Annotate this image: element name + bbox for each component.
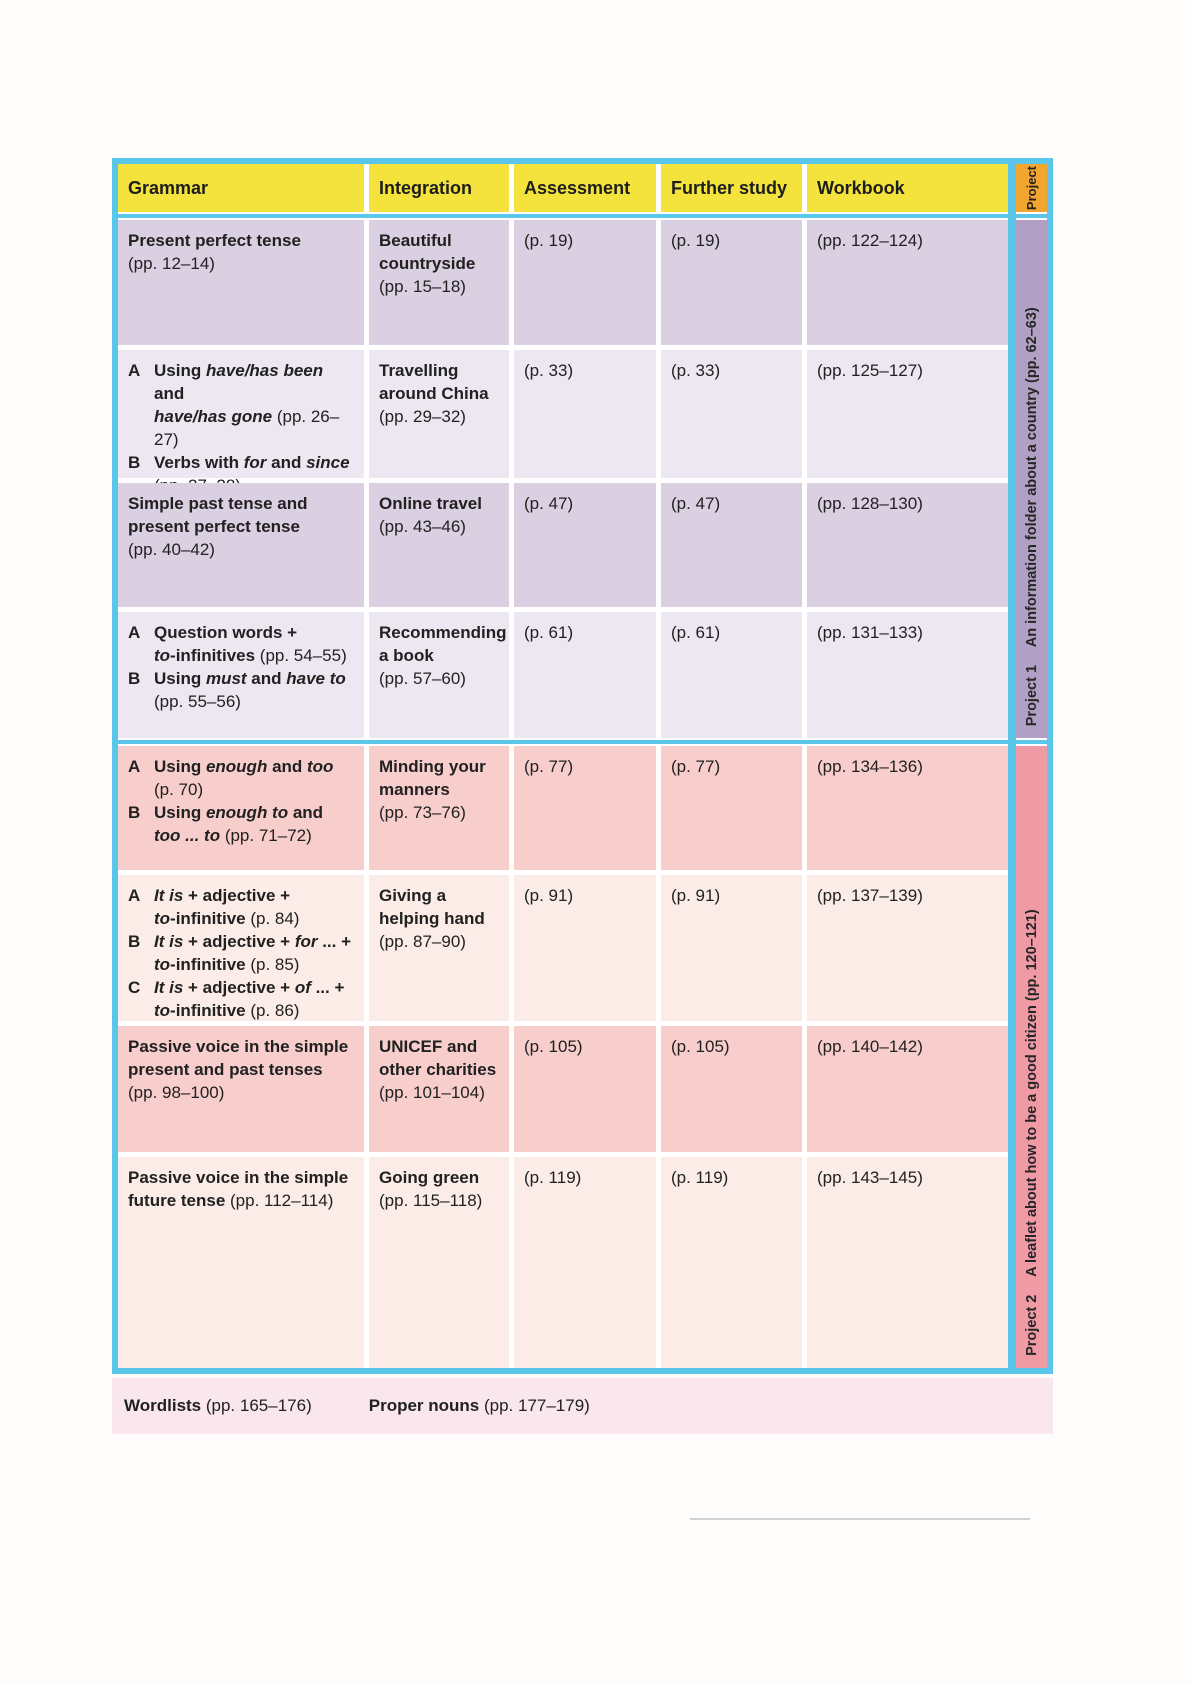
main-table-area — [118, 164, 1008, 1368]
text-line: (p. 70) — [154, 780, 204, 799]
cell-grammar — [118, 1026, 364, 1152]
text-line: A Question words + — [128, 623, 298, 642]
project-2-description: A leaflet about how to be a good citizen (pp. 120–121) — [1023, 909, 1040, 1277]
project-column-divider — [1008, 164, 1016, 1368]
project-2-title: Project 2 — [1023, 1294, 1040, 1356]
footer-wordlists — [124, 1396, 312, 1416]
cell-assessment — [514, 612, 656, 738]
text-line: A It is + adjective + — [128, 886, 291, 905]
cell-further-study — [661, 220, 802, 345]
text-line: Going green — [379, 1168, 480, 1187]
footer-proper-nouns-pages: (pp. 177–179) — [479, 1396, 590, 1415]
text-line: Passive voice in the simple — [128, 1037, 349, 1056]
text-line: (pp. 12–14) — [128, 254, 215, 273]
list-marker: A — [128, 361, 141, 380]
list-marker: B — [128, 803, 141, 822]
text-line: a book — [379, 646, 434, 665]
footer-proper-nouns-label: Proper nouns — [368, 1396, 480, 1415]
cell-further-study — [661, 350, 802, 478]
text-line: B Verbs with for and since — [128, 453, 350, 472]
text-line: (p. 61) — [671, 623, 721, 642]
cell-further-study — [661, 746, 802, 870]
cell-workbook — [807, 220, 1008, 345]
text-line: (p. 91) — [524, 886, 574, 905]
project-2-label — [1024, 909, 1040, 1356]
text-line: (pp. 128–130) — [817, 494, 923, 513]
text-line: Beautiful — [379, 231, 452, 250]
text-line: (pp. 98–100) — [128, 1083, 225, 1102]
text-line: other charities — [379, 1060, 497, 1079]
text-line: (p. 119) — [524, 1168, 582, 1187]
text-line: (p. 77) — [671, 757, 721, 776]
text-line: B Using must and have to — [128, 669, 346, 688]
text-line: around China — [379, 384, 489, 403]
text-line: (p. 19) — [524, 231, 574, 250]
cell-integration — [369, 746, 509, 870]
text-line: have/has gone (pp. 26–27) — [154, 407, 340, 449]
text-line: (p. 105) — [671, 1037, 730, 1056]
text-line: to-infinitives (pp. 54–55) — [154, 646, 347, 665]
cell-assessment — [514, 350, 656, 478]
column-header-further-study: Further study — [661, 164, 802, 212]
cell-assessment — [514, 1157, 656, 1368]
cell-further-study — [661, 875, 802, 1021]
cell-integration — [369, 220, 509, 345]
cell-assessment — [514, 875, 656, 1021]
text-line: countryside — [379, 254, 476, 273]
cell-assessment — [514, 746, 656, 870]
text-line: B Using enough to and — [128, 803, 324, 822]
text-line: A Using have/has been and — [128, 361, 324, 403]
text-line: UNICEF and — [379, 1037, 478, 1056]
footer-wordlists-pages: (pp. 165–176) — [201, 1396, 312, 1415]
header-divider — [118, 214, 1008, 218]
list-marker: A — [128, 623, 141, 642]
text-line: (p. 33) — [524, 361, 574, 380]
text-line: (pp. 55–56) — [154, 692, 241, 711]
text-line: Simple past tense and — [128, 494, 308, 513]
project-1-label — [1024, 307, 1040, 726]
project-header-label: Project — [1024, 165, 1039, 211]
contents-table — [112, 158, 1053, 1374]
text-line: helping hand — [379, 909, 485, 928]
text-line: (p. 119) — [671, 1168, 729, 1187]
text-line: Giving a — [379, 886, 447, 905]
text-line: present perfect tense — [128, 517, 300, 536]
text-line: Recommending — [379, 623, 507, 642]
text-line: A Using enough and too — [128, 757, 334, 776]
cell-further-study — [661, 1026, 802, 1152]
cell-assessment — [514, 220, 656, 345]
column-header-project — [1016, 164, 1047, 212]
column-header-grammar: Grammar — [118, 164, 364, 212]
text-line: (p. 47) — [671, 494, 721, 513]
cell-assessment — [514, 483, 656, 607]
list-marker: B — [128, 669, 141, 688]
text-line: (p. 47) — [524, 494, 574, 513]
cell-further-study — [661, 1157, 802, 1368]
cell-integration — [369, 350, 509, 478]
text-line: (pp. 40–42) — [128, 540, 215, 559]
cell-grammar — [118, 1157, 364, 1368]
text-line: to-infinitive (p. 84) — [154, 909, 300, 928]
text-line: (pp. 29–32) — [379, 407, 466, 426]
project-1-description: An information folder about a country (pp. 62–63) — [1023, 306, 1040, 647]
text-line: to-infinitive (p. 86) — [154, 1001, 300, 1020]
cell-workbook — [807, 746, 1008, 870]
text-line: (p. 19) — [671, 231, 721, 250]
cell-integration — [369, 1157, 509, 1368]
text-line: (p. 77) — [524, 757, 574, 776]
list-marker: A — [128, 757, 141, 776]
list-marker: B — [128, 932, 141, 951]
text-line: (pp. 87–90) — [379, 932, 466, 951]
cell-further-study — [661, 483, 802, 607]
text-line: (p. 105) — [524, 1037, 583, 1056]
section-divider — [1016, 740, 1047, 744]
text-line: Minding your — [379, 757, 486, 776]
footer-proper-nouns — [369, 1396, 590, 1416]
text-line: Online travel — [379, 494, 482, 513]
text-line: (pp. 125–127) — [817, 361, 923, 380]
list-marker: B — [128, 453, 141, 472]
text-line: (pp. 143–145) — [817, 1168, 923, 1187]
cell-integration — [369, 1026, 509, 1152]
section-units-1-4 — [118, 220, 1008, 738]
text-line: present and past tenses — [128, 1060, 323, 1079]
cell-workbook — [807, 612, 1008, 738]
column-header-workbook: Workbook — [807, 164, 1008, 212]
text-line: (pp. 137–139) — [817, 886, 923, 905]
text-line: (pp. 134–136) — [817, 757, 923, 776]
cell-workbook — [807, 350, 1008, 478]
project-column — [1016, 164, 1047, 1368]
text-line: (p. 33) — [671, 361, 721, 380]
cell-integration — [369, 612, 509, 738]
text-line: Passive voice in the simple — [128, 1168, 349, 1187]
cell-workbook — [807, 1157, 1008, 1368]
text-line: (pp. 43–46) — [379, 517, 466, 536]
column-header-integration: Integration — [369, 164, 509, 212]
text-line: manners — [379, 780, 450, 799]
divider-line — [690, 1518, 1030, 1520]
text-line: (pp. 57–60) — [379, 669, 466, 688]
cell-workbook — [807, 1026, 1008, 1152]
text-line: Travelling — [379, 361, 459, 380]
text-line: (p. 61) — [524, 623, 574, 642]
cell-grammar — [118, 875, 364, 1021]
text-line: future tense (pp. 112–114) — [128, 1191, 334, 1210]
text-line: (pp. 140–142) — [817, 1037, 923, 1056]
cell-integration — [369, 483, 509, 607]
project-1-title: Project 1 — [1023, 664, 1040, 726]
column-header-assessment: Assessment — [514, 164, 656, 212]
text-line: (pp. 15–18) — [379, 277, 466, 296]
footer-wordlists-label: Wordlists — [124, 1396, 202, 1415]
text-line: (pp. 115–118) — [379, 1191, 483, 1210]
cell-grammar — [118, 612, 364, 738]
project-1-bar — [1016, 220, 1047, 738]
cell-workbook — [807, 483, 1008, 607]
cell-assessment — [514, 1026, 656, 1152]
cell-grammar — [118, 350, 364, 478]
text-line: (pp. 73–76) — [379, 803, 466, 822]
text-line: (p. 91) — [671, 886, 721, 905]
text-line: Present perfect tense — [128, 231, 301, 250]
text-line: B It is + adjective + for ... + — [128, 932, 352, 951]
text-line: too ... to (pp. 71–72) — [154, 826, 312, 845]
cell-grammar — [118, 746, 364, 870]
cell-integration — [369, 875, 509, 1021]
table-header-row — [118, 164, 1008, 212]
text-line: (pp. 131–133) — [817, 623, 923, 642]
cell-further-study — [661, 612, 802, 738]
section-units-5-8 — [118, 746, 1008, 1368]
text-line: to-infinitive (p. 85) — [154, 955, 300, 974]
header-divider — [1016, 214, 1047, 218]
project-2-bar — [1016, 746, 1047, 1368]
text-line: (pp. 122–124) — [817, 231, 923, 250]
text-line: C It is + adjective + of ... + — [128, 978, 345, 997]
list-marker: A — [128, 886, 141, 905]
cell-grammar — [118, 220, 364, 345]
section-divider — [118, 740, 1008, 744]
list-marker: C — [128, 978, 141, 997]
footer-strip — [112, 1378, 1053, 1434]
text-line: (pp. 101–104) — [379, 1083, 485, 1102]
cell-grammar — [118, 483, 364, 607]
cell-workbook — [807, 875, 1008, 1021]
